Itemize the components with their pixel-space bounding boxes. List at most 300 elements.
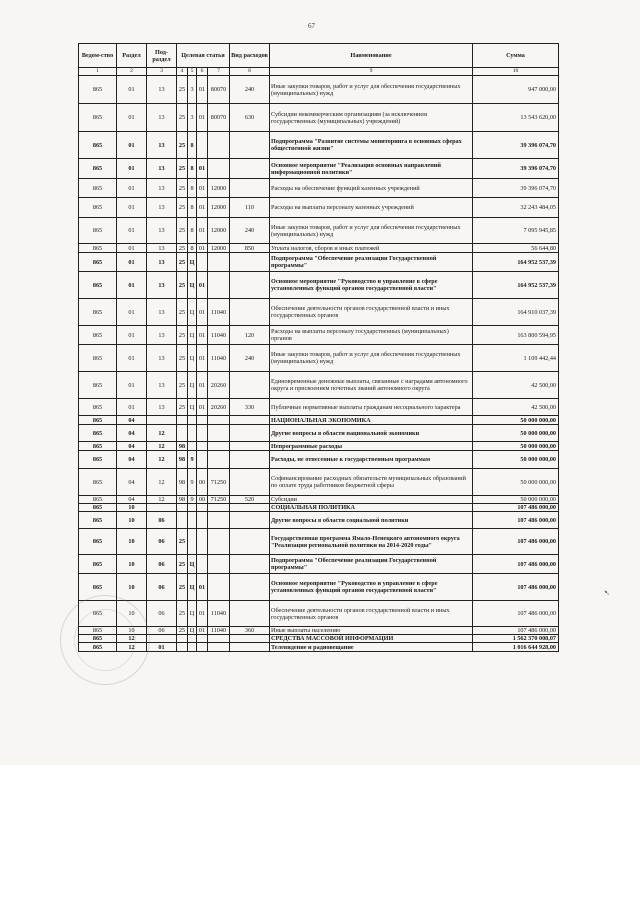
col-cs-direction: 11040 (208, 345, 230, 372)
col-cs-program: 25 (177, 132, 188, 159)
col-razdel: 01 (117, 272, 147, 299)
col-summa: 50 000 000,00 (473, 469, 559, 496)
col-summa: 107 486 000,00 (473, 574, 559, 601)
col-razdel: 01 (117, 132, 147, 159)
col-cs-event: 01 (197, 627, 208, 635)
col-summa: 164 952 537,39 (473, 272, 559, 299)
col-naimenovanie: Обеспечение деятельности органов государственной власти и иных государственных органов (270, 299, 473, 326)
col-cs-program (177, 635, 188, 643)
col-cs-subprogram: 8 (188, 132, 197, 159)
col-cs-subprogram: Ц (188, 253, 197, 272)
col-cs-direction: 12000 (208, 179, 230, 198)
col-podrazdel: 12 (147, 442, 177, 451)
col-vedomstvo: 865 (79, 416, 117, 425)
col-naimenovanie: Подпрограмма "Обеспечение реализации Государственной программы" (270, 555, 473, 574)
col-podrazdel: 06 (147, 601, 177, 627)
table-row (79, 244, 559, 253)
col-podrazdel: 06 (147, 627, 177, 635)
col-summa: 1 016 644 928,00 (473, 643, 559, 652)
col-summa: 39 396 074,70 (473, 132, 559, 159)
column-number-row (79, 68, 559, 76)
col-vid-rashodov (230, 504, 270, 512)
col-vid-rashodov (230, 299, 270, 326)
col-cs-direction (208, 416, 230, 425)
col-cs-subprogram: 8 (188, 179, 197, 198)
col-cs-event (197, 425, 208, 442)
col-summa: 107 486 000,00 (473, 529, 559, 555)
col-naimenovanie: Другие вопросы в области национальной экономики (270, 425, 473, 442)
col-cs-subprogram (188, 442, 197, 451)
col-razdel: 04 (117, 496, 147, 504)
col-naimenovanie: Расходы на обеспечение функций казенных учреждений (270, 179, 473, 198)
col-summa: 50 000 000,00 (473, 442, 559, 451)
col-summa: 107 486 000,00 (473, 627, 559, 635)
col-cs-subprogram: 8 (188, 244, 197, 253)
col-razdel: 01 (117, 372, 147, 399)
seal-stamp-inner (74, 609, 136, 671)
col-vid-rashodov: 850 (230, 244, 270, 253)
col-cs-direction: 80070 (208, 104, 230, 132)
col-cs-direction (208, 555, 230, 574)
header-podrazdel: Под-раздел (147, 44, 177, 68)
col-razdel: 12 (117, 643, 147, 652)
col-cs-direction (208, 643, 230, 652)
table-row (79, 399, 559, 416)
table-row (79, 345, 559, 372)
col-cs-subprogram (188, 504, 197, 512)
col-cs-subprogram: Ц (188, 399, 197, 416)
col-cs-event (197, 635, 208, 643)
col-naimenovanie: Иные выплаты населению (270, 627, 473, 635)
table-row (79, 132, 559, 159)
col-cs-program: 25 (177, 555, 188, 574)
col-podrazdel: 06 (147, 512, 177, 529)
col-cs-event: 01 (197, 159, 208, 179)
col-podrazdel: 06 (147, 529, 177, 555)
col-podrazdel: 12 (147, 451, 177, 469)
col-cs-subprogram: Ц (188, 345, 197, 372)
col-vedomstvo: 865 (79, 132, 117, 159)
table-row (79, 643, 559, 652)
col-naimenovanie: Расходы на выплаты персоналу казенных учреждений (270, 198, 473, 218)
col-razdel: 04 (117, 442, 147, 451)
col-naimenovanie: Другие вопросы в области социальной политики (270, 512, 473, 529)
col-vid-rashodov: 630 (230, 104, 270, 132)
col-vid-rashodov (230, 132, 270, 159)
col-vedomstvo: 865 (79, 198, 117, 218)
col-vedomstvo: 865 (79, 253, 117, 272)
col-cs-subprogram (188, 529, 197, 555)
col-summa: 164 952 537,39 (473, 253, 559, 272)
col-vid-rashodov (230, 635, 270, 643)
col-cs-direction (208, 132, 230, 159)
col-summa: 163 800 594,95 (473, 326, 559, 345)
col-cs-event: 00 (197, 496, 208, 504)
col-vedomstvo: 865 (79, 179, 117, 198)
table-row (79, 469, 559, 496)
header-vedomstvo: Ведом-ство (79, 44, 117, 68)
col-vedomstvo: 865 (79, 555, 117, 574)
col-cs-event: 01 (197, 574, 208, 601)
col-summa: 39 396 074,70 (473, 159, 559, 179)
col-summa: 32 243 484,05 (473, 198, 559, 218)
col-vedomstvo: 865 (79, 244, 117, 253)
col-razdel: 10 (117, 601, 147, 627)
col-podrazdel: 06 (147, 555, 177, 574)
colnum: 5 (188, 68, 197, 76)
col-cs-event: 01 (197, 104, 208, 132)
header-vid-rashodov: Вид расходов (230, 44, 270, 68)
col-cs-event (197, 529, 208, 555)
col-cs-subprogram: Ц (188, 627, 197, 635)
col-cs-program: 25 (177, 601, 188, 627)
col-cs-program: 98 (177, 469, 188, 496)
header-naimenovanie: Наименование (270, 44, 473, 68)
col-vedomstvo: 865 (79, 635, 117, 643)
table-row (79, 574, 559, 601)
col-razdel: 01 (117, 345, 147, 372)
col-cs-event: 01 (197, 345, 208, 372)
col-vid-rashodov (230, 574, 270, 601)
col-naimenovanie: Единовременные денежные выплаты, связанные с наградами автономного округа и присвоением почетных званий автономного округа (270, 372, 473, 399)
col-podrazdel (147, 416, 177, 425)
table-row (79, 159, 559, 179)
col-vedomstvo: 865 (79, 159, 117, 179)
col-summa: 1 562 370 008,07 (473, 635, 559, 643)
table-row (79, 442, 559, 451)
table-row (79, 627, 559, 635)
col-vedomstvo: 865 (79, 574, 117, 601)
col-cs-subprogram: Ц (188, 555, 197, 574)
col-vid-rashodov: 120 (230, 326, 270, 345)
table-row (79, 198, 559, 218)
col-vedomstvo: 865 (79, 425, 117, 442)
col-cs-program: 98 (177, 442, 188, 451)
col-cs-subprogram (188, 643, 197, 652)
colnum: 8 (230, 68, 270, 76)
col-cs-subprogram: 9 (188, 469, 197, 496)
col-podrazdel: 13 (147, 179, 177, 198)
col-cs-subprogram (188, 425, 197, 442)
col-cs-subprogram: 8 (188, 159, 197, 179)
header-razdel: Раздел (117, 44, 147, 68)
col-cs-program: 25 (177, 399, 188, 416)
col-cs-direction (208, 574, 230, 601)
col-cs-program (177, 504, 188, 512)
col-cs-direction (208, 442, 230, 451)
col-cs-program: 25 (177, 218, 188, 244)
col-cs-event: 01 (197, 198, 208, 218)
table-row (79, 504, 559, 512)
col-vedomstvo: 865 (79, 469, 117, 496)
col-podrazdel: 13 (147, 104, 177, 132)
col-cs-program: 25 (177, 198, 188, 218)
col-naimenovanie: Обеспечение деятельности органов государственной власти и иных государственных органов (270, 601, 473, 627)
col-vedomstvo: 865 (79, 76, 117, 104)
table-row (79, 416, 559, 425)
colnum: 7 (208, 68, 230, 76)
col-vid-rashodov (230, 643, 270, 652)
table-row (79, 635, 559, 643)
col-vid-rashodov (230, 372, 270, 399)
col-razdel: 10 (117, 555, 147, 574)
col-naimenovanie: Расходы на выплаты персоналу государственных (муниципальных) органов (270, 326, 473, 345)
col-vid-rashodov: 360 (230, 627, 270, 635)
col-cs-program (177, 416, 188, 425)
col-naimenovanie: Телевидение и радиовещание (270, 643, 473, 652)
col-vid-rashodov (230, 442, 270, 451)
col-podrazdel: 12 (147, 469, 177, 496)
col-cs-direction: 11040 (208, 627, 230, 635)
col-vedomstvo: 865 (79, 442, 117, 451)
col-cs-direction (208, 504, 230, 512)
col-vid-rashodov (230, 425, 270, 442)
col-cs-event: 01 (197, 179, 208, 198)
table-row (79, 496, 559, 504)
col-vid-rashodov (230, 555, 270, 574)
col-cs-program: 25 (177, 179, 188, 198)
col-vid-rashodov (230, 451, 270, 469)
col-cs-direction: 12000 (208, 244, 230, 253)
col-summa: 50 000 000,00 (473, 425, 559, 442)
col-podrazdel: 06 (147, 574, 177, 601)
budget-table (78, 43, 559, 652)
col-podrazdel: 13 (147, 345, 177, 372)
col-podrazdel: 13 (147, 198, 177, 218)
col-summa: 107 486 000,00 (473, 601, 559, 627)
colnum: 1 (79, 68, 117, 76)
col-cs-direction (208, 451, 230, 469)
col-cs-event: 01 (197, 326, 208, 345)
col-podrazdel: 13 (147, 76, 177, 104)
col-summa: 7 095 945,85 (473, 218, 559, 244)
col-cs-program (177, 643, 188, 652)
col-podrazdel: 13 (147, 132, 177, 159)
col-cs-event (197, 512, 208, 529)
col-cs-subprogram: Ц (188, 574, 197, 601)
col-cs-direction: 80070 (208, 76, 230, 104)
col-vid-rashodov (230, 253, 270, 272)
col-cs-event (197, 555, 208, 574)
col-cs-direction: 12000 (208, 198, 230, 218)
col-cs-event: 01 (197, 244, 208, 253)
table-row (79, 272, 559, 299)
table-row (79, 601, 559, 627)
col-cs-subprogram: Ц (188, 272, 197, 299)
col-vedomstvo: 865 (79, 272, 117, 299)
col-cs-event: 01 (197, 601, 208, 627)
col-naimenovanie: Софинансирование расходных обязательств муниципальных образований по оплате труда работников бюджетной сферы (270, 469, 473, 496)
col-cs-subprogram: 9 (188, 451, 197, 469)
col-cs-program: 25 (177, 299, 188, 326)
col-cs-event: 01 (197, 399, 208, 416)
col-naimenovanie: Основное мероприятие "Руководство и управление в сфере установленных функций органов государственной власти" (270, 272, 473, 299)
col-cs-event: 01 (197, 299, 208, 326)
col-razdel: 01 (117, 76, 147, 104)
col-vid-rashodov (230, 601, 270, 627)
col-naimenovanie: Субсидии (270, 496, 473, 504)
table-header-row (79, 44, 559, 68)
col-naimenovanie: Государственная программа Ямало-Ненецкого автономного округа "Реализация региональной политики на 2014-2020 годы" (270, 529, 473, 555)
col-cs-direction (208, 512, 230, 529)
col-cs-direction: 71250 (208, 469, 230, 496)
col-vedomstvo: 865 (79, 529, 117, 555)
col-naimenovanie: НАЦИОНАЛЬНАЯ ЭКОНОМИКА (270, 416, 473, 425)
col-summa: 42 500,00 (473, 399, 559, 416)
col-cs-event: 01 (197, 372, 208, 399)
colnum: 9 (270, 68, 473, 76)
table-row (79, 253, 559, 272)
col-vid-rashodov: 330 (230, 399, 270, 416)
table-body (79, 76, 559, 652)
col-vid-rashodov: 240 (230, 76, 270, 104)
margin-mark: ➷ (604, 589, 610, 597)
col-razdel: 01 (117, 399, 147, 416)
col-vedomstvo: 865 (79, 218, 117, 244)
col-podrazdel: 13 (147, 326, 177, 345)
table-row (79, 326, 559, 345)
col-summa: 50 000 000,00 (473, 496, 559, 504)
col-cs-event: 01 (197, 272, 208, 299)
col-vedomstvo: 865 (79, 643, 117, 652)
col-cs-event: 01 (197, 218, 208, 244)
col-cs-direction (208, 253, 230, 272)
col-razdel: 01 (117, 299, 147, 326)
col-cs-subprogram: Ц (188, 372, 197, 399)
col-podrazdel: 01 (147, 643, 177, 652)
col-vedomstvo: 865 (79, 504, 117, 512)
col-razdel: 04 (117, 425, 147, 442)
colnum: 10 (473, 68, 559, 76)
col-cs-subprogram: Ц (188, 601, 197, 627)
col-vedomstvo: 865 (79, 326, 117, 345)
col-razdel: 10 (117, 512, 147, 529)
col-cs-program: 25 (177, 529, 188, 555)
col-razdel: 01 (117, 244, 147, 253)
col-cs-program: 25 (177, 326, 188, 345)
col-cs-subprogram: 8 (188, 218, 197, 244)
col-cs-direction (208, 529, 230, 555)
colnum: 6 (197, 68, 208, 76)
col-cs-direction: 11040 (208, 601, 230, 627)
col-cs-program: 25 (177, 104, 188, 132)
col-cs-subprogram: 8 (188, 198, 197, 218)
table-row (79, 451, 559, 469)
col-cs-event (197, 451, 208, 469)
col-summa: 947 000,00 (473, 76, 559, 104)
col-cs-direction: 11040 (208, 299, 230, 326)
col-razdel: 01 (117, 253, 147, 272)
col-razdel: 01 (117, 326, 147, 345)
col-cs-program: 25 (177, 159, 188, 179)
colnum: 2 (117, 68, 147, 76)
col-vid-rashodov (230, 512, 270, 529)
col-vid-rashodov (230, 469, 270, 496)
col-razdel: 04 (117, 416, 147, 425)
col-cs-event (197, 442, 208, 451)
col-podrazdel: 13 (147, 272, 177, 299)
col-cs-subprogram: Ц (188, 299, 197, 326)
col-razdel: 01 (117, 179, 147, 198)
col-cs-program (177, 425, 188, 442)
col-vedomstvo: 865 (79, 104, 117, 132)
col-podrazdel: 13 (147, 372, 177, 399)
col-cs-event (197, 132, 208, 159)
col-naimenovanie: Непрограммные расходы (270, 442, 473, 451)
col-cs-direction: 71250 (208, 496, 230, 504)
table-row (79, 555, 559, 574)
col-vid-rashodov: 110 (230, 198, 270, 218)
col-cs-direction: 12000 (208, 218, 230, 244)
col-podrazdel: 13 (147, 244, 177, 253)
col-podrazdel: 13 (147, 218, 177, 244)
col-podrazdel: 12 (147, 425, 177, 442)
col-cs-subprogram: 9 (188, 496, 197, 504)
col-cs-direction (208, 159, 230, 179)
col-vedomstvo: 865 (79, 299, 117, 326)
col-podrazdel (147, 504, 177, 512)
col-summa: 56 644,80 (473, 244, 559, 253)
col-razdel: 10 (117, 574, 147, 601)
col-vid-rashodov: 240 (230, 345, 270, 372)
col-naimenovanie: СРЕДСТВА МАССОВОЙ ИНФОРМАЦИИ (270, 635, 473, 643)
col-vid-rashodov: 520 (230, 496, 270, 504)
header-summa: Сумма (473, 44, 559, 68)
table-row (79, 425, 559, 442)
col-vedomstvo: 865 (79, 372, 117, 399)
col-cs-program: 25 (177, 253, 188, 272)
col-cs-program: 25 (177, 244, 188, 253)
table-row (79, 104, 559, 132)
table-row (79, 179, 559, 198)
col-cs-program: 98 (177, 496, 188, 504)
col-cs-subprogram: 3 (188, 104, 197, 132)
col-vedomstvo: 865 (79, 512, 117, 529)
col-summa: 50 000 000,00 (473, 451, 559, 469)
col-naimenovanie: Иные закупки товаров, работ и услуг для обеспечения государственных (муниципальных) нужд (270, 345, 473, 372)
table-row (79, 529, 559, 555)
col-cs-event: 01 (197, 76, 208, 104)
col-razdel: 10 (117, 529, 147, 555)
col-summa: 107 486 000,00 (473, 512, 559, 529)
col-naimenovanie: Иные закупки товаров, работ и услуг для обеспечения государственных (муниципальных) нужд (270, 218, 473, 244)
col-vedomstvo: 865 (79, 451, 117, 469)
col-cs-program: 25 (177, 345, 188, 372)
col-podrazdel: 12 (147, 496, 177, 504)
col-summa: 107 486 000,00 (473, 504, 559, 512)
col-razdel: 04 (117, 451, 147, 469)
col-summa: 107 486 000,00 (473, 555, 559, 574)
col-summa: 1 109 442,44 (473, 345, 559, 372)
col-naimenovanie: Подпрограмма "Развитие системы мониторинга в основных сферах общественной жизни" (270, 132, 473, 159)
col-cs-program (177, 512, 188, 529)
col-cs-program: 25 (177, 272, 188, 299)
col-summa: 50 000 000,00 (473, 416, 559, 425)
col-summa: 42 500,00 (473, 372, 559, 399)
col-vid-rashodov (230, 159, 270, 179)
col-cs-direction: 20260 (208, 372, 230, 399)
col-naimenovanie: Основное мероприятие "Руководство и управление в сфере установленных функций органов государственной власти" (270, 574, 473, 601)
col-summa: 13 543 620,00 (473, 104, 559, 132)
col-razdel: 10 (117, 504, 147, 512)
col-naimenovanie: Иные закупки товаров, работ и услуг для обеспечения государственных (муниципальных) нужд (270, 76, 473, 104)
col-cs-program: 25 (177, 627, 188, 635)
col-vid-rashodov: 240 (230, 218, 270, 244)
table-row (79, 299, 559, 326)
col-razdel: 01 (117, 198, 147, 218)
col-naimenovanie: Публичные нормативные выплаты гражданам несоциального характера (270, 399, 473, 416)
col-cs-event (197, 416, 208, 425)
